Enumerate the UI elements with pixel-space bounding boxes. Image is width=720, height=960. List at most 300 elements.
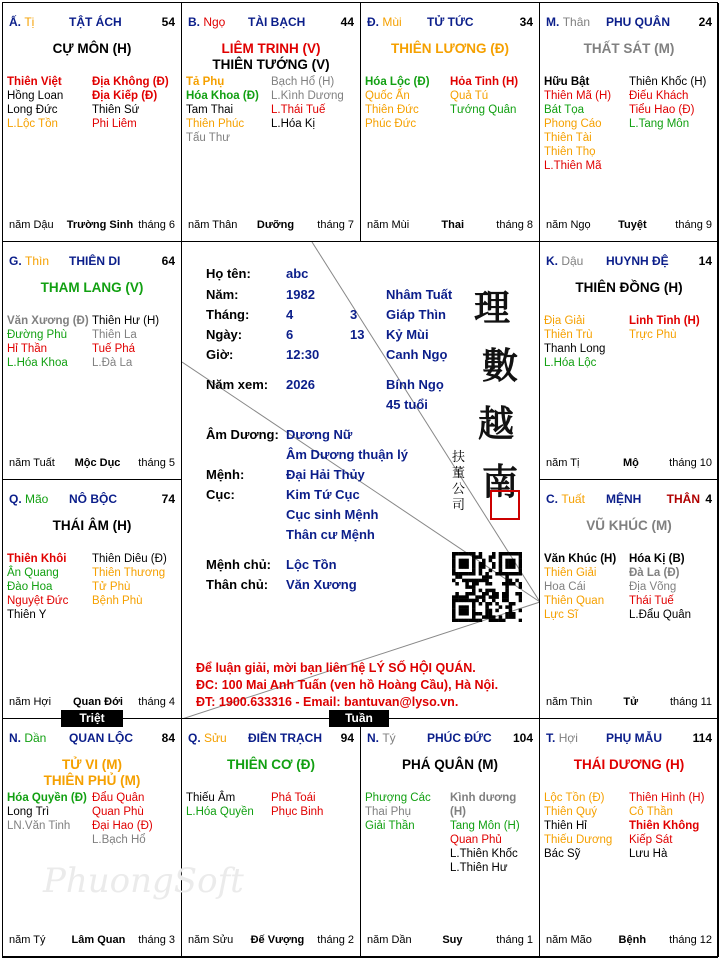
minor-stars [7, 791, 177, 847]
calligraphy-char-3: 越 [478, 402, 515, 445]
star: Ân Quang [7, 567, 59, 579]
star: L.Hóa Kị [271, 118, 316, 130]
star: Thiên Quý [544, 805, 598, 818]
main-stars [3, 757, 181, 789]
main-star: THAM LANG (V) [40, 279, 144, 295]
palace-stage: Trường Sinh [66, 218, 134, 231]
palace-age: 24 [698, 15, 712, 29]
palace-chi: Mão [25, 492, 49, 506]
palace-stage: Tử [623, 695, 639, 708]
stars-right [629, 552, 714, 622]
calligraphy-char-2: 數 [482, 344, 519, 387]
than-marker: THÂN [666, 492, 700, 506]
star: L.Thiên Hư [450, 861, 508, 874]
palace-footer [546, 219, 712, 233]
palace-footer [546, 696, 712, 710]
stars-right [271, 75, 356, 145]
tu-vi-chart [2, 2, 718, 958]
palace-can: T. Hợi [546, 730, 578, 745]
star: L.Đẩu Quân [629, 609, 692, 621]
palace-can: C. Tuất [546, 492, 585, 506]
palace-can: Đ. Mùi [367, 15, 402, 29]
palace-age: 34 [519, 15, 533, 29]
star: Bát Tọa [544, 104, 585, 116]
main-star: CỰ MÔN (H) [52, 41, 132, 56]
palace-ti [3, 3, 182, 242]
stars-right [629, 75, 714, 173]
stars-right [92, 791, 177, 847]
palace-age: 84 [161, 730, 175, 745]
thang-label: Tháng: [206, 306, 250, 322]
calligraphy-char-4: 南 [482, 460, 519, 503]
palace-age: 54 [161, 15, 175, 29]
palace-footer [367, 934, 533, 948]
star: Thiên Quan [544, 595, 605, 607]
star: Bạch Hổ (H) [271, 76, 335, 88]
star: Long Trì [7, 805, 50, 818]
palace-footer [9, 457, 175, 471]
palace-dau [540, 242, 719, 481]
palace-month: tháng 9 [675, 218, 712, 231]
minor-stars [186, 791, 356, 819]
palace-can: B. Ngọ [188, 15, 226, 29]
palace-mui [361, 3, 540, 242]
palace-than [540, 3, 719, 242]
star: Kình dương (H) [450, 791, 517, 818]
palace-chi: Tý [382, 730, 396, 745]
palace-year: năm Sửu [188, 934, 234, 946]
palace-month: tháng 3 [138, 934, 175, 946]
palace-month: tháng 2 [317, 934, 354, 946]
star: Quả Tú [450, 90, 489, 102]
palace-age: 44 [340, 15, 354, 29]
palace-chi: Mùi [382, 15, 402, 29]
palace-month: tháng 6 [138, 218, 175, 231]
minor-stars [7, 75, 177, 131]
palace-stage: Quan Đới [73, 695, 123, 708]
star: Hóa Khoa (Đ) [186, 90, 259, 102]
palace-ngo [182, 3, 361, 242]
palace-age: 64 [161, 253, 175, 268]
ngay-can-chi: Kỷ Mùi [386, 326, 429, 342]
main-star: TỬ VI (M) [62, 756, 122, 772]
palace-can: N. Tý [367, 730, 396, 745]
contact-line-1: Để luận giải, mời bạn liên hệ LÝ SỐ HỘI QUÁN. [196, 660, 476, 675]
ho-ten-label: Họ tên: [206, 265, 251, 281]
palace-hoi [540, 719, 719, 958]
star: Tả Phụ [186, 76, 225, 88]
star: Quan Phù [92, 805, 144, 818]
palace-can: Ấ. Tị [9, 15, 35, 29]
palace-house: TẬT ÁCH [69, 15, 122, 29]
palace-stage: Mộ [622, 457, 639, 469]
star: Thái Tuế [629, 595, 674, 607]
palace-tuat [540, 480, 719, 719]
palace-can: K. Dậu [546, 253, 584, 268]
star: Phá Toái [271, 791, 316, 804]
star: L.Đà La [92, 356, 133, 369]
palace-header [367, 15, 533, 31]
star: Thiên Thọ [544, 146, 596, 158]
palace-header [546, 15, 712, 31]
star: L.Bạch Hổ [92, 833, 146, 846]
palace-header [546, 492, 712, 508]
palace-stage: Mộc Dục [74, 457, 121, 469]
stars-right [629, 314, 714, 370]
palace-can: Q. Mão [9, 492, 49, 506]
main-star: THIÊN CƠ (Đ) [226, 756, 315, 772]
main-stars [361, 41, 539, 57]
star: L.Hóa Quyền [186, 805, 254, 818]
tuan-marker: Tuần [329, 710, 389, 727]
stars-left [365, 75, 450, 131]
seal-text: 扶 董 公 司 [452, 449, 466, 513]
star: L.Lộc Tồn [7, 118, 58, 130]
palace-chi: Tuất [561, 492, 585, 506]
star: Điếu Khách [629, 90, 689, 102]
star: Thiên Đức [365, 104, 419, 116]
star: Tiểu Hao (Đ) [629, 104, 695, 116]
star: Phi Liêm [92, 118, 137, 130]
stars-right [629, 791, 714, 861]
star: Quan Phủ [450, 833, 502, 846]
stars-left [544, 75, 629, 173]
star: Thiên Phúc [186, 118, 245, 130]
contact-block [196, 660, 498, 711]
star: Lực Sĩ [544, 609, 578, 621]
star: Thiên Khôi [7, 553, 67, 565]
palace-footer [188, 934, 354, 948]
palace-chi: Dậu [561, 253, 584, 268]
star: Bác Sỹ [544, 847, 581, 860]
palace-can: N. Dần [9, 730, 47, 745]
cuc-value: Kim Tứ Cục [286, 486, 360, 502]
star: Đào Hoa [7, 581, 53, 593]
main-stars [182, 41, 360, 73]
star: Phong Cáo [544, 118, 602, 130]
main-stars [182, 757, 360, 773]
cuc-relation: Cục sinh Mệnh [286, 506, 379, 522]
contact-phone-email: ĐT: 1900.633316 - Email: bantuvan@lyso.vn. [196, 694, 459, 709]
menh-chu-value: Lộc Tồn [286, 556, 337, 572]
star: Địa Võng [629, 581, 677, 593]
palace-header [367, 731, 533, 747]
palace-year: năm Thân [188, 218, 238, 231]
star: Thiên Diêu (Đ) [92, 553, 167, 565]
main-stars [3, 518, 181, 534]
star: Lộc Tồn (Đ) [544, 791, 605, 804]
star: Quốc Ấn [365, 90, 410, 102]
palace-year: năm Tý [9, 934, 46, 946]
star: L.Hóa Lộc [544, 356, 597, 369]
nam-xem-value: 2026 [286, 376, 315, 392]
stars-left [186, 75, 271, 145]
palace-age: 74 [161, 492, 175, 506]
nam-xem-label: Năm xem: [206, 376, 269, 392]
palace-stage: Lâm Quan [71, 934, 126, 946]
palace-header [9, 492, 175, 508]
watermark: PhuongSoft [43, 861, 244, 901]
palace-house: MỆNH [606, 492, 642, 506]
palace-suu [182, 719, 361, 958]
star: Giải Thần [365, 819, 415, 832]
palace-house: PHÚC ĐỨC [427, 730, 492, 745]
palace-mao [3, 480, 182, 719]
palace-year: năm Dậu [9, 218, 54, 231]
star: Đà La (Đ) [629, 567, 680, 579]
palace-can: Q. Sửu [188, 730, 227, 745]
am-duong-detail: Âm Dương thuận lý [286, 446, 408, 462]
ngay-am: 13 [350, 326, 365, 342]
minor-stars [365, 75, 535, 131]
thang-duong: 4 [286, 306, 294, 322]
star: Long Đức [7, 104, 58, 116]
star: Tuế Phá [92, 342, 136, 355]
am-duong-label: Âm Dương: [206, 426, 279, 442]
star: Hồng Loan [7, 90, 64, 102]
star: Hóa Quyền (Đ) [7, 791, 87, 804]
palace-year: năm Thìn [546, 695, 593, 708]
star: Địa Giải [544, 314, 585, 327]
main-stars [540, 518, 718, 534]
star: Thiên Thương [92, 567, 166, 579]
star: Trực Phù [629, 328, 677, 341]
palace-footer [546, 457, 712, 471]
palace-chi: Sửu [204, 730, 227, 745]
thang-can-chi: Giáp Thìn [386, 306, 446, 322]
star: Địa Kiếp (Đ) [92, 90, 158, 102]
minor-stars [365, 791, 535, 875]
tuoi-value: 45 tuổi [386, 396, 428, 412]
star: Hỏa Tinh (H) [450, 76, 519, 88]
main-star: LIÊM TRINH (V) [221, 41, 321, 56]
stars-left [365, 791, 450, 875]
palace-month: tháng 12 [669, 934, 712, 946]
palace-month: tháng 1 [496, 934, 533, 946]
star: L.Thiên Khốc [450, 847, 518, 860]
palace-month: tháng 7 [317, 218, 354, 231]
minor-stars [544, 552, 714, 622]
stars-right [92, 75, 177, 131]
star: Thiên Khốc (H) [629, 76, 707, 88]
main-stars [361, 757, 539, 773]
minor-stars [7, 314, 177, 370]
palace-footer [9, 934, 175, 948]
palace-month: tháng 8 [496, 218, 533, 231]
star: Tam Thai [186, 104, 234, 116]
star: Thiên Không [629, 819, 700, 832]
palace-stage: Dưỡng [256, 218, 295, 231]
star: Đẩu Quân [92, 791, 145, 804]
palace-house: THIÊN DI [69, 253, 121, 268]
minor-stars [544, 314, 714, 370]
star: Thiên Hình (H) [629, 791, 705, 804]
chart-center-info [182, 242, 540, 719]
main-star: THIÊN PHỦ (M) [43, 772, 141, 788]
palace-age: 104 [512, 730, 533, 745]
star: Thiên Hư (H) [92, 314, 160, 327]
star: Thiếu Âm [186, 791, 236, 804]
star: Phục Binh [271, 805, 324, 818]
palace-age: 14 [698, 253, 712, 268]
nam-value: 1982 [286, 286, 315, 302]
palace-age: 94 [340, 730, 354, 745]
calligraphy-char-1: 理 [474, 286, 511, 329]
ngay-label: Ngày: [206, 326, 243, 342]
stars-right [92, 314, 177, 370]
star: Linh Tinh (H) [629, 314, 700, 327]
palace-chi: Hợi [558, 730, 578, 745]
nam-label: Năm: [206, 286, 239, 302]
stars-right [450, 75, 535, 131]
stars-left [544, 791, 629, 861]
star: Thiên Việt [7, 76, 62, 88]
palace-house: NÔ BỘC [69, 492, 117, 506]
ho-ten-value: abc [286, 265, 309, 281]
star: Hữu Bật [544, 76, 590, 88]
star: L.Thiên Mã [544, 160, 602, 172]
qr-code-icon [452, 552, 522, 622]
palace-month: tháng 4 [138, 695, 175, 708]
stars-right [271, 791, 356, 819]
palace-footer [367, 219, 533, 233]
palace-footer [9, 696, 175, 710]
star: Thiên Trù [544, 328, 593, 341]
palace-house: HUYNH ĐỆ [606, 253, 669, 268]
main-star: THẤT SÁT (M) [583, 41, 675, 56]
than-cu: Thân cư Mệnh [286, 526, 375, 542]
main-star: VŨ KHÚC (M) [586, 518, 672, 533]
minor-stars [544, 75, 714, 173]
palace-header [546, 731, 712, 747]
palace-footer [9, 219, 175, 233]
palace-chi: Dần [24, 730, 47, 745]
star: Thiên Y [7, 609, 47, 621]
main-stars [540, 757, 718, 773]
star: Đại Hao (Đ) [92, 819, 153, 832]
main-stars [3, 280, 181, 296]
main-star: THÁI ÂM (H) [52, 518, 132, 533]
star: Bệnh Phù [92, 595, 143, 607]
stars-left [544, 552, 629, 622]
star: Cô Thần [629, 805, 673, 818]
star: Tử Phù [92, 581, 131, 593]
palace-house: PHU QUÂN [606, 15, 671, 29]
ngay-duong: 6 [286, 326, 294, 342]
palace-footer [546, 934, 712, 948]
gio-label: Giờ: [206, 346, 234, 362]
palace-footer [188, 219, 354, 233]
thang-am: 3 [350, 306, 358, 322]
palace-month: tháng 11 [669, 695, 712, 708]
star: Thiên Mã (H) [544, 90, 612, 102]
palace-year: năm Dần [367, 934, 412, 946]
star: Kiếp Sát [629, 833, 673, 846]
stars-left [186, 791, 271, 819]
gio-value: 12:30 [286, 346, 320, 362]
star: Thanh Long [544, 342, 606, 355]
contact-address: ĐC: 100 Mai Anh Tuấn (ven hồ Hoàng Cầu), Hà Nội. [196, 677, 499, 692]
minor-stars [7, 552, 177, 622]
palace-header [9, 731, 175, 747]
am-duong-value: Dương Nữ [286, 426, 353, 442]
palace-header [188, 731, 354, 747]
main-star: THIÊN TƯỚNG (V) [212, 57, 330, 72]
star: Đường Phù [7, 328, 67, 341]
star: Phượng Các [365, 791, 431, 804]
star: Văn Xương (Đ) [7, 314, 89, 327]
stars-left [7, 75, 92, 131]
cuc-label: Cục: [206, 486, 235, 502]
star: Thai Phụ [365, 805, 412, 818]
palace-stage: Tuyệt [618, 218, 647, 231]
triet-marker: Triệt [61, 710, 123, 727]
star: L.Thái Tuế [271, 104, 326, 116]
palace-age: 114 [692, 730, 712, 745]
stars-left [544, 314, 629, 370]
palace-month: tháng 5 [138, 457, 175, 469]
star: Lưu Hà [629, 847, 668, 860]
star: Thiếu Dương [544, 833, 613, 846]
palace-year: năm Hợi [9, 695, 52, 708]
than-chu-label: Thân chủ: [206, 576, 269, 592]
star: Văn Khúc (H) [544, 553, 617, 565]
palace-year: năm Tị [546, 457, 580, 469]
stars-left [7, 552, 92, 622]
star: Tướng Quân [450, 104, 517, 116]
stars-left [7, 791, 92, 847]
palace-house: ĐIỀN TRẠCH [248, 730, 322, 745]
star: Thiên Tài [544, 132, 592, 144]
main-star: THÁI DƯƠNG (H) [573, 756, 685, 772]
palace-stage: Bệnh [618, 934, 647, 946]
palace-chi: Tị [24, 15, 35, 29]
star: L.Hóa Khoa [7, 356, 68, 369]
main-stars [3, 41, 181, 57]
palace-house: PHỤ MẪU [606, 730, 662, 745]
minor-stars [186, 75, 356, 145]
star: Hóa Kị (B) [629, 553, 685, 565]
star: Thiên Giải [544, 567, 597, 579]
palace-stage: Đế Vượng [250, 934, 305, 946]
menh-value: Đại Hải Thủy [286, 466, 365, 482]
star: Hỉ Thần [7, 342, 48, 355]
star: Hoa Cái [544, 581, 586, 593]
palace-stage: Thai [441, 218, 465, 231]
palace-house: QUAN LỘC [69, 730, 133, 745]
main-star: THIÊN LƯƠNG (Đ) [391, 41, 509, 56]
main-stars [540, 280, 718, 296]
palace-house: TỬ TỨC [427, 15, 474, 29]
menh-chu-label: Mệnh chủ: [206, 556, 271, 572]
palace-header [188, 15, 354, 31]
star: Thiên Sứ [92, 104, 140, 116]
palace-can: M. Thân [546, 15, 591, 29]
nam-can-chi: Nhâm Tuất [386, 286, 453, 302]
menh-label: Mệnh: [206, 466, 245, 482]
palace-header [9, 15, 175, 31]
star: Nguyệt Đức [7, 595, 69, 607]
palace-chi: Thân [562, 15, 591, 29]
nam-xem-can-chi: Bính Ngọ [386, 376, 444, 392]
main-star: PHÁ QUÂN (M) [402, 756, 498, 772]
main-stars [540, 41, 718, 57]
palace-year: năm Mùi [367, 218, 410, 231]
palace-year: năm Ngọ [546, 218, 591, 231]
red-seal-icon [490, 490, 520, 520]
star: Hóa Lộc (Đ) [365, 76, 430, 88]
main-star: THIÊN ĐỒNG (H) [575, 279, 683, 295]
